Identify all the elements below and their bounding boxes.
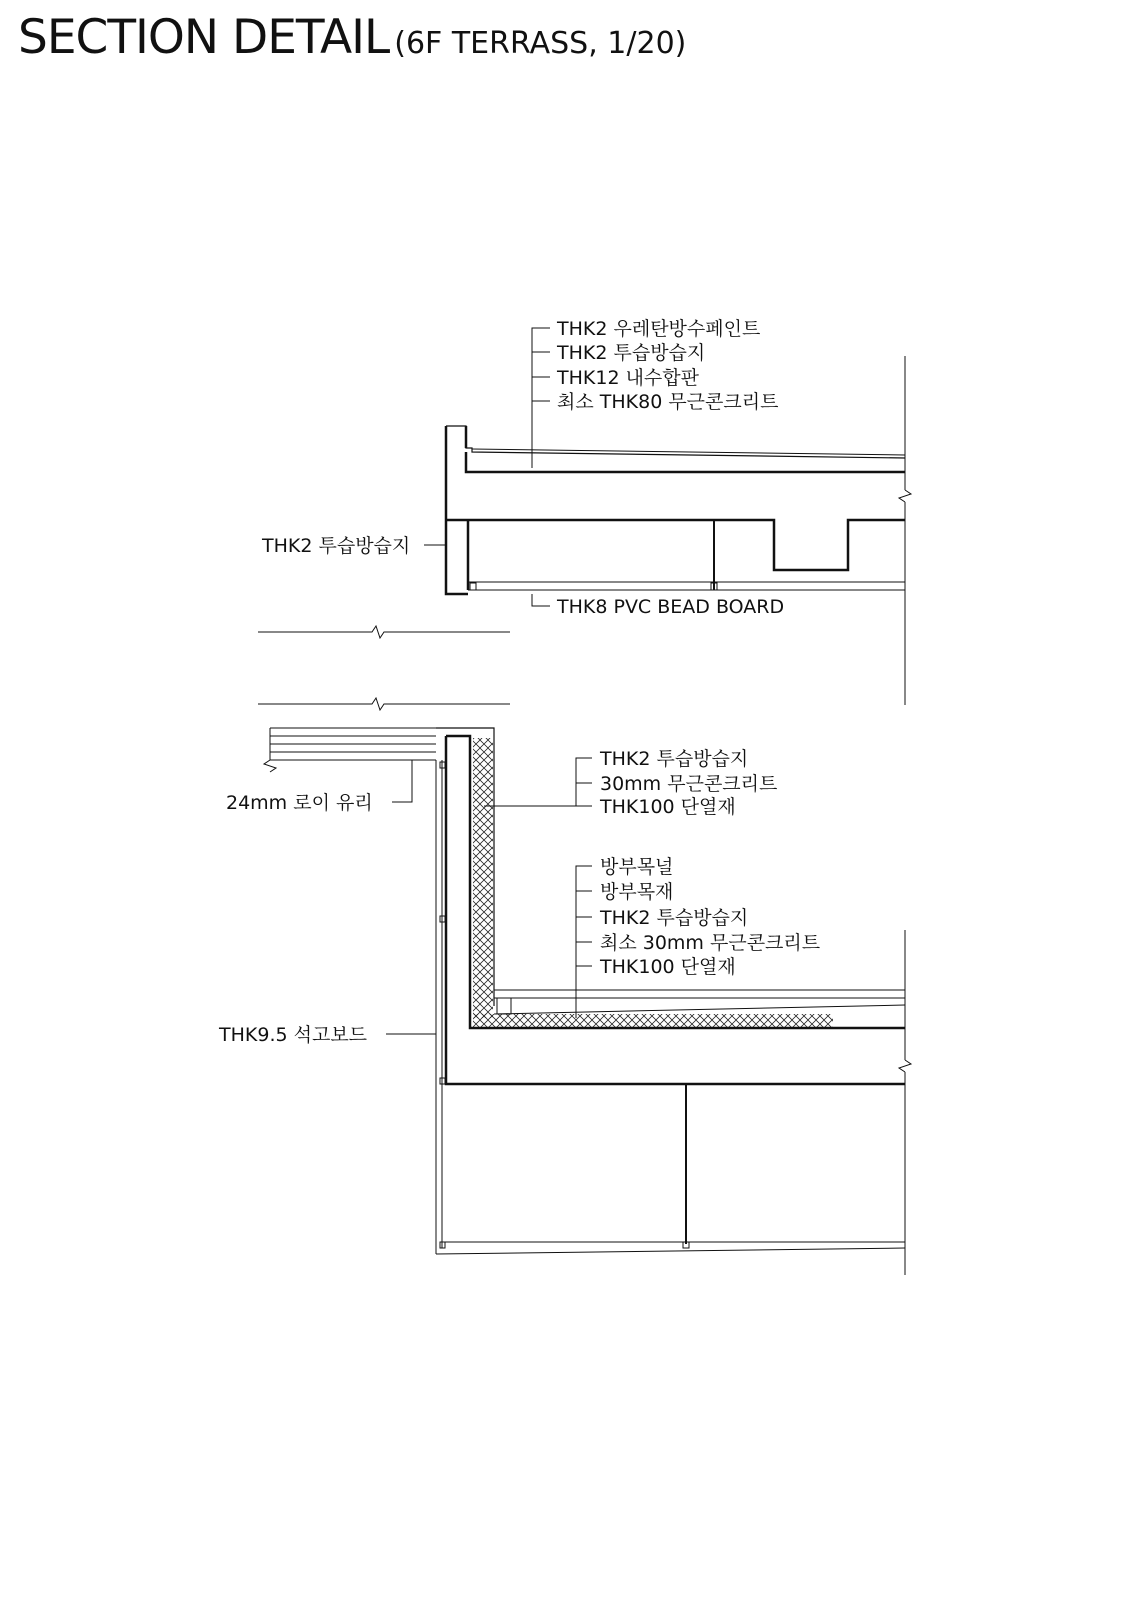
left-break-lines <box>258 626 510 710</box>
roof-layer-labels <box>556 318 778 413</box>
label-floor-concrete: 최소 30mm 무근콘크리트 <box>600 932 821 954</box>
title-subtitle: (6F TERRASS, 1/20) <box>394 26 687 61</box>
label-low-e-glass: 24mm 로이 유리 <box>226 792 373 814</box>
label-pvc-bead-board: THK8 PVC BEAD BOARD <box>557 596 785 618</box>
label-plywood: THK12 내수합판 <box>557 367 699 389</box>
lower-ceiling <box>436 1084 905 1254</box>
label-wall-concrete: 30mm 무근콘크리트 <box>600 773 778 795</box>
label-roof-membrane: THK2 투습방습지 <box>557 342 706 364</box>
label-deck-boards: 방부목널 <box>600 856 674 878</box>
label-soffit-membrane: THK2 투습방습지 <box>262 535 411 557</box>
title-main: SECTION DETAIL <box>18 10 390 65</box>
glass-pane <box>264 728 436 772</box>
wall-layer-labels <box>599 748 777 818</box>
terrace-floor <box>473 990 905 1027</box>
label-gypsum-board: THK9.5 석고보드 <box>219 1024 368 1046</box>
roof-slab <box>446 426 905 594</box>
label-urethane-paint: THK2 우레탄방수페인트 <box>557 318 761 340</box>
label-wall-insulation: THK100 단열재 <box>600 796 736 818</box>
label-floor-membrane: THK2 투습방습지 <box>600 907 749 929</box>
label-wall-membrane: THK2 투습방습지 <box>600 748 749 770</box>
right-break-line <box>899 356 911 1275</box>
label-floor-insulation: THK100 단열재 <box>600 956 736 978</box>
label-roof-concrete: 최소 THK80 무근콘크리트 <box>557 391 779 413</box>
label-deck-joists: 방부목재 <box>600 881 674 903</box>
floor-layer-labels <box>599 856 820 978</box>
